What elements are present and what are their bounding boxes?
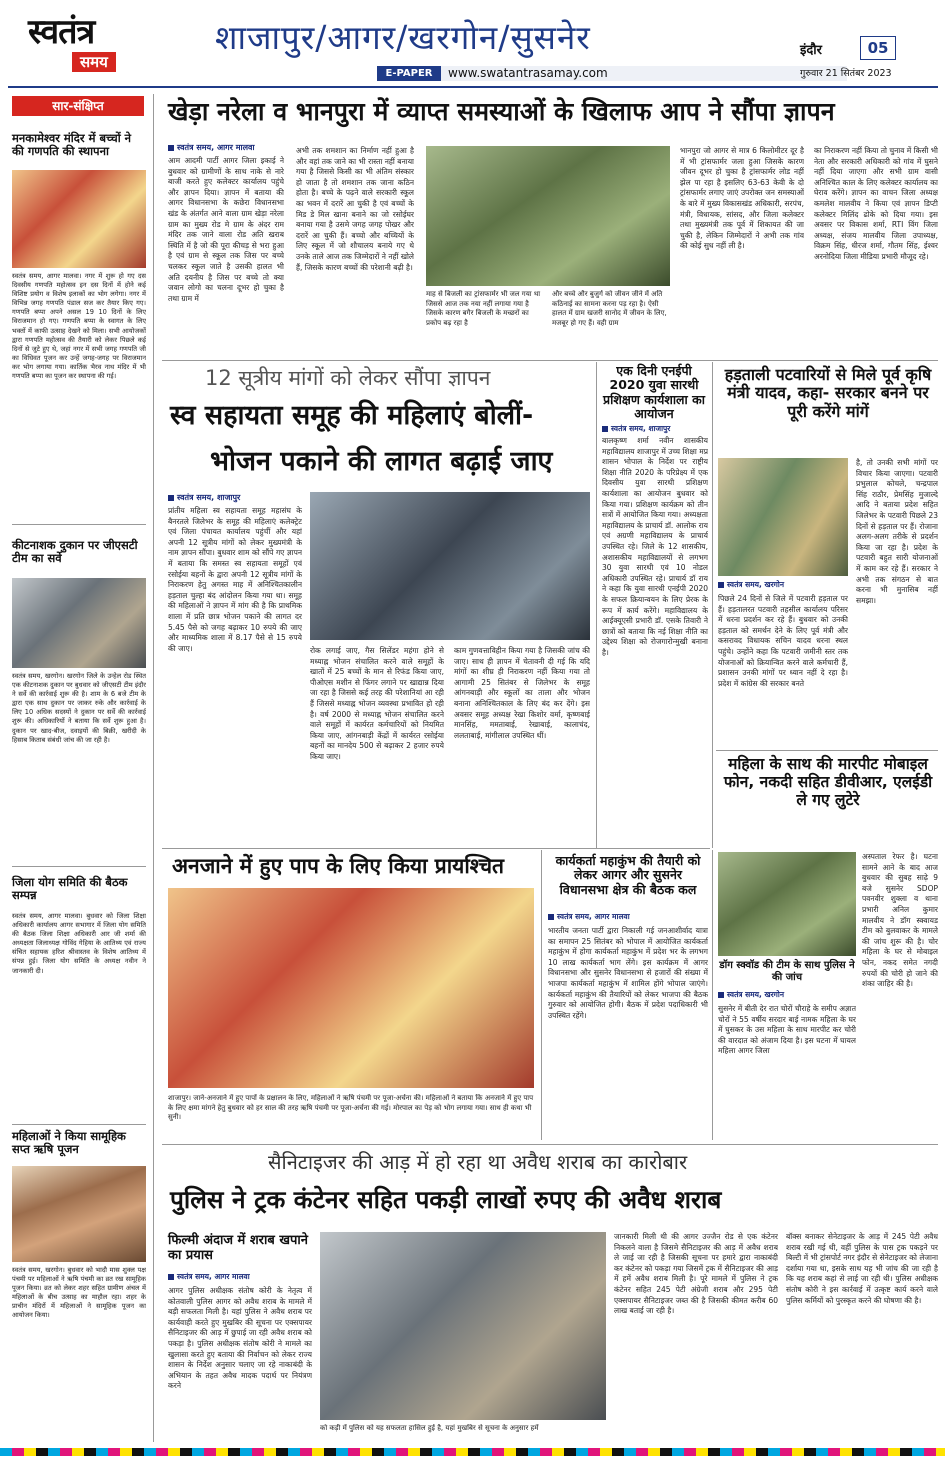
sidebar-item-title: महिलाओं ने किया सामूहिक सप्त ऋषि पूजन	[12, 1129, 126, 1157]
sidebar-photo-gst	[12, 578, 146, 668]
divider	[12, 866, 146, 867]
liquor-col1: आगर पुलिस अधीक्षक संतोष कोरी के नेतृत्व में कोतवाली पुलिस आगर को अवैध शराब के मामले में बड़ी सफलता मिली है। यहां पुलिस ने अवैध शराब पर कार्यवाही करते हुए मुखबिर की सूचना पर एक्सपायर सैनिटाइजर की आड़ में छुपाई जा रही अवैध शराब को पकड़ा है। पुलिस अधीक्षक संतोष कोरी ने मामले का खुलासा करते हुए बताया की निर्वाचन को लेकर राज्य शासन के निर्देश अनुसार चलाए जा रहे नाकाबंदी के अभियान के तहत अवैध मादक पदार्थ पर नियंत्रण करने	[168, 1286, 312, 1391]
logo[interactable]	[28, 14, 156, 76]
temple-caption: शाजापुर। जाने-अनजाने में हुए पापों के प्रक्षालन के लिए, महिलाओं ने ऋषि पंचमी पर पूजा-अर्चना की। महिलाओं ने बताया कि अनजाने में हुए पाप के लिए क्षमा मांगने हेतु बुधवार को हर साल की तरह ऋषि पंचमी पर पूजा-अर्चना की गई। मोरपाल का पेड़ को भोग लगाया गया। साथ ही कथा भी सुनी।	[168, 1094, 534, 1121]
strike-byline	[718, 580, 784, 590]
divider	[162, 1144, 938, 1145]
top-story-col3: और बच्चे और बुजुर्ग को जीवन जीने में अति कठिनाई का सामना करना पड़ रहा है। ऐसी हालत में ग्राम खजरी सानोद में जीवन के लिए, मजबूर हो गए हैं। वही ग्राम	[552, 290, 667, 327]
assault-col1: सुसनेर में बीती देर रात चोरों चौराहे के समीप अज्ञात चोरों ने 55 वर्षीय सरदार बाई नामक महिला के घर में घुसकर के उस महिला के साथ मारपीट कर चोरी की वारदात को अंजाम दिया है। इस घटना में घायल महिला आगर जिला	[718, 1004, 856, 1056]
section-title: शाजापुर/आगर/खरगोन/सुसनेर	[215, 18, 591, 57]
byline-marker	[602, 426, 608, 432]
shg-col1: प्रांतीय महिला स्व सहायता समूह महासंघ के बैनरतले जिलेभर के समूह की महिलाएं कलेक्ट्रेट एवं जिला पंचायत कार्यालय पहुंचीं और यहां अपनी 12 सूत्रीय मांगों को लेकर मुख्यमंत्री के नाम ज्ञापन सौंपा। बुधवार शाम को सौंपे गए ज्ञापन में बताया कि समस्त स्व सहायता समूहों एवं रसोईया बहनों के द्वारा अपनी 12 सूत्रीय मांगों के निराकरण हेतु अगस्त माह में अनिश्चितकालीन हड़ताल चुल्हा बंद आंदोलन किया गया था। समूह की महिलाओं ने ज्ञापन में मांग की है कि प्राथमिक शाला में प्रति छात्र भोजन पकाने की लागत दर 5.45 पैसे को जगह बढ़ाकर 10 रुपये की जाए और माध्यमिक शाला में 8.17 पैसे से 15 रुपये की जाए।	[168, 506, 302, 653]
city-label: इंदौर	[800, 43, 822, 58]
shg-byline	[168, 492, 240, 503]
sidebar-item-title: कीटनाशक दुकान पर जीएसटी टीम का सर्वे	[12, 538, 138, 566]
nep-byline	[602, 424, 670, 434]
liquor-photo-caption: को कड़ी में पुलिस को यह सफलता हासिल हुई है, यहां मुखबिर से सूचना के अनुसार हमें	[320, 1424, 539, 1432]
assault-headline: महिला के साथ की मारपीट मोबाइल फोन, नकदी सहित डीवीआर, एलईडी ले गए लुटेरे	[723, 755, 933, 809]
divider	[716, 750, 938, 751]
sidebar-item-text: स्वतंत्र समय, खरगोन। बुधवार को भादौ मास शुक्ल पक्ष पंचमी पर महिलाओं ने ऋषि पंचमी का व्रत रख सामूहिक पूजन किया। व्रत को लेकर शहर सहित ग्रामीण अंचल में महिलाओं के बीच उत्साह का माहौल रहा। शहर के प्राचीन मंदिरों में महिलाओं ने सामूहिक पूजन का आयोजन किया।	[12, 1266, 146, 1320]
sidebar-photo-puja	[12, 1166, 146, 1262]
shg-photo	[310, 492, 590, 640]
byline-marker	[718, 582, 724, 588]
liquor-subhead: फिल्मी अंदाज में शराब खपाने का प्रयास	[168, 1233, 308, 1263]
column-rule	[712, 362, 713, 848]
masthead-rule	[8, 86, 938, 88]
byline-text: स्वतंत्र समय, आगर मालवा	[177, 1272, 250, 1281]
liquor-headline: पुलिस ने ट्रक कंटेनर सहित पकड़ी लाखों रुपए की अवैध शराब	[170, 1185, 722, 1214]
sidebar-item-text: स्वतंत्र समय, खरगोन। खरगोन जिले के उन्हेल रोड स्थित एक कीटनाशक दुकान पर बुधवार को जीएसटी टीम इंदौर ने सर्वे की कार्रवाई शुरू की है। शाम के 6 बजे टीम के द्वारा एक साथ दुकान पर जाकर रुके और कार्रवाई के लिए 10 अधिक सदस्यों ने दुकान पर सर्वे की कार्रवाई शुरू की। अधिकारियों ने बताया कि सर्वे शुरू हुआ है। दुकान पर खाद-बीज, दवाइयों की बिक्री, खरीदी के हिसाब किताब संबंधी जांच की जा रही है।	[12, 672, 146, 744]
byline-text: स्वतंत्र समय, शाजापुर	[611, 424, 671, 433]
column-rule	[541, 850, 542, 1140]
top-story-col1: आम आदमी पार्टी आगर जिला इकाई ने बुधवार को ग्रामीणों के साथ नाके से नारे बाजी करते हुए कलेक्टर कार्यालय पहुंचे और ज्ञापन दिया। ज्ञापन में बताया की आगर विधानसभा के कछेरा विधानसभा खंड के अंतर्गत आने वाला ग्राम खेड़ा नरेला ग्राम का मुख्य रोड मे ग्राम के अंदर राम मंदिर तक जाने वाला रोड अति खराब स्थिति में है जो की पूरा कीचड़ से भरा हुआ है एवं ग्राम से स्कूल तक जिस पर बच्चे चलकर स्कूल जाते है उसकी हालत भी अति दयनीय है जिस पर बच्चे तो क्या जवान लोगो का चलना दूभर हो चुका है तथा ग्राम में	[168, 156, 284, 303]
bjp-text: भारतीय जनता पार्टी द्वारा निकाली गई जनआशीर्वाद यात्रा का समापन 25 सितंबर को भोपाल में आयोजित कार्यकर्ता महाकुंभ में होगा कार्यकर्ता महाकुंभ में प्रदेश भर के लगभग 10 लाख कार्यकर्ता भाग लेंगे। इस कार्यक्रम में आगर विधानसभा और सुसनेर विधानसभा से हजारों की संख्या में भाजपा कार्यकर्ता महाकुंभ में शामिल होंगे भोपाल जाएंगे। कार्यकर्ता महाकुंभ की तैयारियों को लेकर भाजपा की बैठक गुरुवार को आयोजित होगी। बैठक में प्रदेश पदाधिकारी भी उपस्थित रहेंगे।	[548, 926, 708, 1020]
sidebar-item-text: स्वतंत्र समय, आगर मालवा। बुधवार को जिला शिक्षा अधिकारी कार्यालय आगर सभागार में जिला योग समिति की बैठक जिला शिक्षा अधिकारी आर जी शर्मा की अध्यक्षता जिलाध्यक्ष गोविंद गेहिया के आतिथ्य एवं राज्य संचित सहायक हरिश श्रीवास्तव के विशेष आतिथ्य में संपन्न हुई। जिला योग समिति के अध्यक्ष नवीन ने जानकारी दी।	[12, 912, 146, 975]
bjp-byline	[548, 912, 630, 922]
byline-marker	[168, 1274, 174, 1280]
divider	[12, 1124, 146, 1125]
byline-marker	[168, 145, 174, 151]
logo-top-text: स्वतंत्र	[28, 12, 95, 52]
byline-text: स्वतंत्र समय, आगर मालवा	[557, 912, 630, 921]
nep-text: बालकृष्ण शर्मा नवीन शासकीय महाविद्यालय शाजापुर में उच्च शिक्षा मप्र शासन भोपाल के निर्देश पर राष्ट्रीय शिक्षा नीति 2020 के परिप्रेक्ष्य में एक दिवसीय युवा सारथी प्रशिक्षण कार्यशाला का आयोजन बुधवार को किया गया। प्रशिक्षण कार्यक्रम को तीन सत्रों में आयोजित किया गया। अध्यक्षता महाविद्यालय के प्राचार्य डॉ. आलोक राय एवं अग्रणी महाविद्यालय के प्राचार्य उपस्थित रहे। जिले के 12 शासकीय, अशासकीय महाविद्यालयों से लगभग 30 युवा सारथी एवं 10 नोडल अधिकारी उपस्थित रहे। प्राचार्य डॉ राय ने कहा कि युवा सारथी एनईपी 2020 के सफल क्रियान्वयन के लिए प्रेरक के रूप में कार्य करेंगे। महाविद्यालय के आईक्यूएसी प्रभारी डॉ. एसके तिवारी ने छात्रों को बताया कि नई शिक्षा नीति का उद्देश्य शिक्षा को रोजगारोन्मुखी बनाना है।	[602, 436, 708, 657]
shg-col2: रोक लगाई जाए, गैस सिलेंडर महंगा होने से मध्याह्न भोजन संचालित करने वाले समूहों के खातों में 25 बच्चों के मान से रिफंड किया जाए, पीओएस मशीन से फिंगर लगाने पर खाद्यान्न दिया जा रहा है जिससे कई तरह की परेशानियां आ रही हैं जिससे मध्याह्न भोजन व्यवस्था प्रभावित हो रही है। वर्ष 2000 से मध्याह्न भोजन संचालित करने वाले समूहों में कार्यरत कर्मचारियों को नियमित किया जाए, आंगनबाड़ी केंद्रों में कार्यरत रसोईया बहनों का मानदेय 500 से बढ़ाकर 2 हजार रुपये किया जाए।	[310, 646, 444, 761]
logo-bottom-text: समय	[72, 52, 116, 72]
liquor-col2: जानकारी मिली थी की आगर उज्जैन रोड से एक कंटेनर निकलने वाला है जिसमे सैनिटाइजर की आड़ में अवैध शराब ले जाई जा रही है जिसकी सूचना पर हमारे द्वारा नाकाबंदी कर कंटेनर को पकड़ा गया जिसमें ट्रक में सैनिटाइजर की आड़ में हमें अवैध शराब मिली है। पूरे मामले में पुलिस ने ट्रक कंटेनर सहित 245 पेटी अंग्रेजी शराब और 295 पेटी एक्सपायर सैनिटाइजर जब्त की है जिसकी कीमत करीब 60 लाख बताई जा रही है।	[614, 1232, 778, 1316]
column-rule	[596, 362, 597, 848]
byline-marker	[718, 992, 724, 998]
strike-photo	[718, 458, 848, 576]
top-story-col4: भानपुरा जो आगर से मात्र 6 किलोमीटर दूर है में भी ट्रांसफार्मर जला हुआ जिसके कारण जीवन दूभर हो चुका है ट्रांसफार्मर लोड नहीं झेल पा रहा है इसलिए 63-63 केवी के दो ट्रांसफार्मर लगाए जाएं उपरोक्त जन समस्याओं के बारे में मुख्य विकासखंड अधिकारी, सरपंच, मंत्री, विधायक, सांसद, और जिला कलेक्टर तथा मुख्यमंत्री तक पूर्व में शिकायत की जा चुकी है, लेकिन जिम्मेदारों ने अभी तक गांव की कोई सुध नहीं ली है।	[680, 146, 804, 251]
byline-text: स्वतंत्र समय, खरगोन	[727, 990, 785, 999]
epaper-label: E-PAPER	[377, 66, 441, 81]
temple-headline: अनजाने में हुए पाप के लिए किया प्रायश्चित	[172, 854, 505, 878]
bjp-headline: कार्यकर्ता महाकुंभ की तैयारी को लेकर आगर और सुसनेर विधानसभा क्षेत्र की बैठक कल	[555, 853, 701, 897]
sidebar-rule	[153, 94, 154, 1442]
strike-col2: है, तो उनकी सभी मांगों पर विचार किया जाएगा। पटवारी प्रभुलाल कोचले, चन्द्रपाल सिंह राठौर, प्रेमसिंह मुजाल्दे आदि ने बताया प्रदेश सहित जिलेभर के पटवारी पिछले 23 दिनों से हड़ताल पर हैं। रोजाना अलग-अलग तरीके से प्रदर्शन किया जा रहा है। प्रदेश के पटवारी बहुत सारी योजनाओं में काम कर रहे हैं। सरकार ने अभी तक संगठन से बात करना भी मुनासिब नहीं समझा।	[856, 458, 938, 605]
shg-headline-1: स्व सहायता समूह की महिलाएं बोलीं-	[170, 400, 534, 431]
top-story-byline	[168, 142, 255, 153]
liquor-byline	[168, 1272, 250, 1282]
top-story-photo-caption: माह से बिजली का ट्रांसफार्मर भी जल गया था जिससे आज तक नया नहीं लगाया गया है जिसके कारण बगैर बिजली के मच्छरों का प्रकोप बढ़ रहा है	[426, 290, 541, 327]
sidebar-item-title: मनकामेश्वर मंदिर में बच्चों ने की गणपति की स्थापना	[12, 131, 132, 159]
assault-col2: अस्पताल रेफर है। घटना सामने आने के बाद आज बुधवार की सुबह साढ़े 9 बजे सुसनेर SDOP पवनवीर शुक्ला व थाना प्रभारी अनिल कुमार मालवीय ने डॉग स्क्वायड टीम को बुलवाकर के मामले की जांच शुरू की है। चोर महिला के घर से मोबाइल फोन, नकद समेत नगदी रुपयों की चोरी हो जाने की शंका जाहिर की है।	[862, 852, 938, 989]
sidebar-header: सार-संक्षिप्त	[12, 96, 144, 116]
masthead	[0, 0, 945, 88]
divider	[162, 848, 710, 849]
divider	[12, 524, 146, 525]
shg-kicker: 12 सूत्रीय मांगों को लेकर सौंपा ज्ञापन	[205, 366, 491, 390]
strike-headline: हड़ताली पटवारियों से मिले पूर्व कृषि मंत्री यादव, कहा- सरकार बनने पर पूरी करेंगे मांगें	[724, 365, 932, 421]
byline-marker	[548, 914, 554, 920]
assault-byline	[718, 990, 784, 1000]
liquor-col3: बॉक्स बनाकर सेनेटाइजर के आड़ में 245 पेटी अवैध शराब रखी गई थी, वहीं पुलिस के पास ट्रक पकड़ने पर बिल्टी में भी ट्रांसपोर्ट नगर इंदौर से सेनेटाइजर को लेजाना दर्शाया गया था, इसके साथ यह भी जांच की जा रही है कि यह शराब कहां से लाई जा रही थी। पुलिस अधीक्षक संतोष कोरी ने इस कार्रवाई में उत्कृष्ट कार्य करने वाले पुलिस कर्मियों को पुरस्कृत करने की घोषणा की है।	[786, 1232, 938, 1305]
sidebar-photo-ganpati	[12, 170, 146, 268]
sidebar-item-title: जिला योग समिति की बैठक सम्पन्न	[12, 875, 128, 903]
sidebar	[8, 94, 148, 1444]
issue-date: गुरुवार 21 सितंबर 2023	[800, 68, 892, 79]
nep-headline: एक दिनी एनईपी 2020 युवा सारथी प्रशिक्षण कार्यशाला का आयोजन	[603, 363, 705, 422]
assault-photo	[718, 852, 856, 956]
temple-photo	[168, 888, 534, 1088]
byline-text: स्वतंत्र समय, खरगोन	[727, 580, 785, 589]
shg-col3: काम गुणवत्ताविहीन किया गया है जिसकी जांच की जाए। साथ ही ज्ञापन में चेतावनी दी गई कि यदि मांगों का शीघ्र ही निराकरण नहीं किया गया तो आगामी 25 सितंबर से जिलेभर के समूह आंगनबाड़ी और स्कूलों का ताला और भोजन बनाना अनिश्चितकाल के लिए बंद कर देंगे। इस अवसर समूह अध्यक्ष रेखा किशोर वर्मा, कृष्णबाई मानसिंह, ममताबाई, रेखाबाई, कालाचंद, ललताबाई, मांगीलाल उपस्थित थीं।	[454, 646, 590, 740]
column-rule	[712, 850, 713, 1140]
sidebar-item-text: स्वतंत्र समय, आगर मालवा। नगर में शुरू हो गए दस दिवसीय गणपति महोत्सव इन दस दिनों में होने कई विशिष्ट प्रयोग व विशेष इलाकों का भोग लगेगा। नगर में विभिन्न जगह गणपति पंडाल सज कर तैयार किए गए। गणपति बप्पा अपने असल 19 10 दिनों के लिए विराजमान हो गए। गणपति बप्पा के स्वागत के लिए भक्तों में काफी उत्साह देखने को मिला। सभी आयोजकों द्वारा गणपति महोत्सव की तैयारी को लेकर पिछले कई दिनों से जुटे हुए थे, जहां नगर में सभी जगह गणपति जी का विधिवत पूजन कर उन्हें जगह-जगह पर विराजमान कर भोग लगाया गया। कार्तिक भैरव नाथ मंदिर में भी गणपति बप्पा का पूजन कर स्थापना की गई।	[12, 272, 146, 381]
shg-headline-2: भोजन पकाने की लागत बढ़ाई जाए	[210, 446, 553, 477]
liquor-kicker: सैनिटाइजर की आड़ में हो रहा था अवैध शराब का कारोबार	[268, 1150, 688, 1174]
byline-text: स्वतंत्र समय, आगर मालवा	[177, 143, 255, 152]
liquor-photo	[320, 1232, 606, 1420]
registration-bar	[0, 1448, 945, 1456]
top-story-col2: अभी तक शमशान का निर्माण नहीं हुआ है और वहां तक जाने का भी रास्ता नहीं बनाया गया है जिससे किसी का भी अंतिम संस्कार हो जाता है तो शमशान तक जाना कठिन होता है। बच्चे के पढ़ने वाले सरकारी स्कूल का भवन में दरारें आ चुकी है एवं बच्चों के मिड डे मिल खाना बनाने का जो रसोईघर बनाया गया है उसमे जगह जगह पोखर और दरारें आ चुकी हैं। बच्चो और बच्चियों के लिए स्कूल में जो शौचालय बनाये गए थे उनके ताले आज तक जिम्मेदारों ने नहीं खोले हैं, जिसके कारण बच्चों की परेशानी बढ़ी है।	[296, 146, 414, 272]
byline-text: स्वतंत्र समय, शाजापुर	[177, 493, 241, 502]
assault-photo-caption: डॉग स्क्वॉड की टीम के साथ पुलिस ने की जांच	[719, 960, 855, 983]
top-story-photo	[426, 146, 670, 286]
website-link[interactable]: www.swatantrasamay.com	[448, 66, 608, 80]
top-story-headline: खेड़ा नरेला व भानपुरा में व्याप्त समस्याओं के खिलाफ आप ने सौंपा ज्ञापन	[168, 97, 835, 126]
page-number: 05	[860, 36, 896, 60]
strike-col1: पिछले 24 दिनों से जिले में पटवारी हड़ताल पर हैं। हड़तालरत पटवारी तहसील कार्यालय परिसर में धरना प्रदर्शन कर रहे हैं। बुधवार को उनकी हड़ताल को समर्थन देने के लिए पूर्व मंत्री और कसरावद विधायक सचिन यादव धरना स्थल पहुंचे। उन्होंने कहा कि पटवारी जमीनी स्तर तक योजनाओं को क्रियान्वित करने वाले कर्मचारी हैं, प्रशासन उनकी मांगों पर ध्यान नहीं दे रहा है। प्रदेश में कांग्रेस की सरकार बनते	[718, 594, 848, 688]
top-story-col5: का निराकरण नहीं किया तो चुनाव में किसी भी नेता और सरकारी अधिकारी को गांव में घुसने नहीं दिया जाएगा और सभी ग्राम वासी अनिश्चित काल के लिए कलेक्टर कार्यालय का घेराव करेंगे। ज्ञापन का वाचन जिला अध्यक्ष कमलेश मालवीय ने किया एवं ज्ञापन डिप्टी कलेक्टर मिलिंद ढोके को दिया गया। इस अवसर पर विकास शर्मा, RTI विंग जिला अध्यक्ष, संजय मालवीय जिला उपाध्यक्ष, विक्रम सिंह, धीरज शर्मा, गौतम सिंह, ईश्वर अरनोदिया जिला मीडिया प्रभारी मौजूद रहे।	[814, 146, 938, 261]
divider	[162, 360, 938, 361]
byline-marker	[168, 495, 174, 501]
